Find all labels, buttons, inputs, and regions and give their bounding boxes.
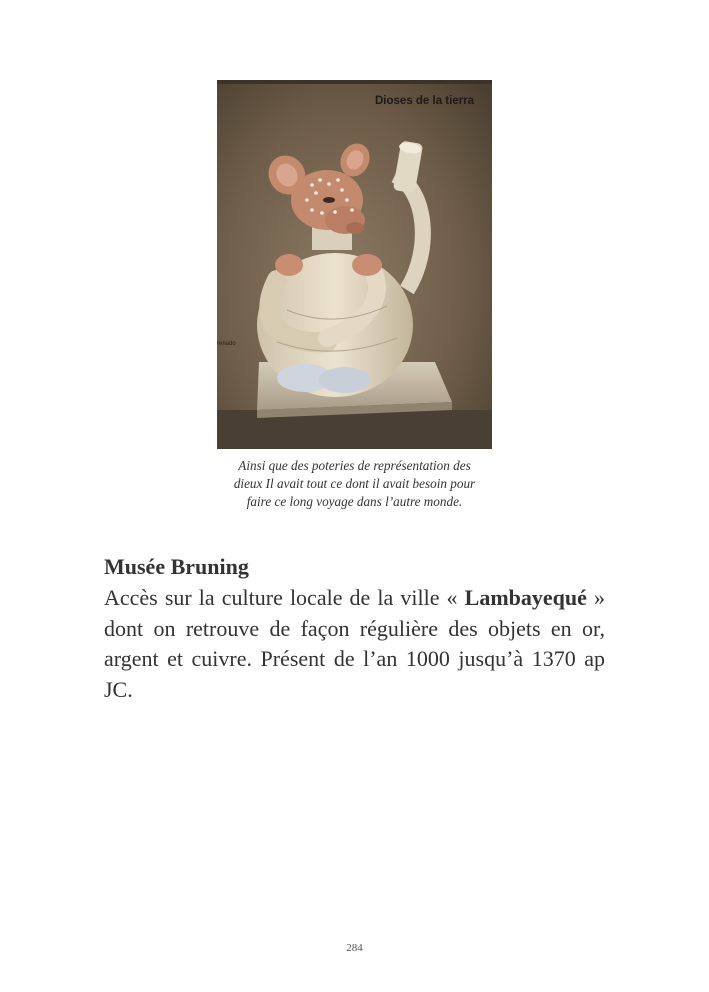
body-paragraph (104, 583, 605, 705)
museum-photo (217, 80, 492, 449)
exhibit-edge-label: renado (217, 341, 236, 347)
caption-line: dieux Il avait tout ce dont il avait besoin pour (233, 476, 476, 491)
caption-line: faire ce long voyage dans l’autre monde. (246, 494, 463, 509)
page-number: 284 (346, 942, 363, 954)
photo-caption (200, 457, 509, 511)
exhibit-label: Dioses de la tierra (375, 95, 475, 107)
body-text-part: » dont on retrouve de façon régulière des objets en or, argent et cuivre. Présent de l’an 1000 jusqu’à 1370 ap JC. (104, 585, 605, 702)
caption-line: Ainsi que des poteries de représentation des (238, 458, 471, 473)
body-bold-term: Lambayequé (464, 585, 587, 610)
body-text-part: Accès sur la culture locale de la ville « (104, 585, 465, 610)
section-heading: Musée Bruning (104, 554, 249, 579)
ceramic-deity-illustration (217, 80, 492, 449)
